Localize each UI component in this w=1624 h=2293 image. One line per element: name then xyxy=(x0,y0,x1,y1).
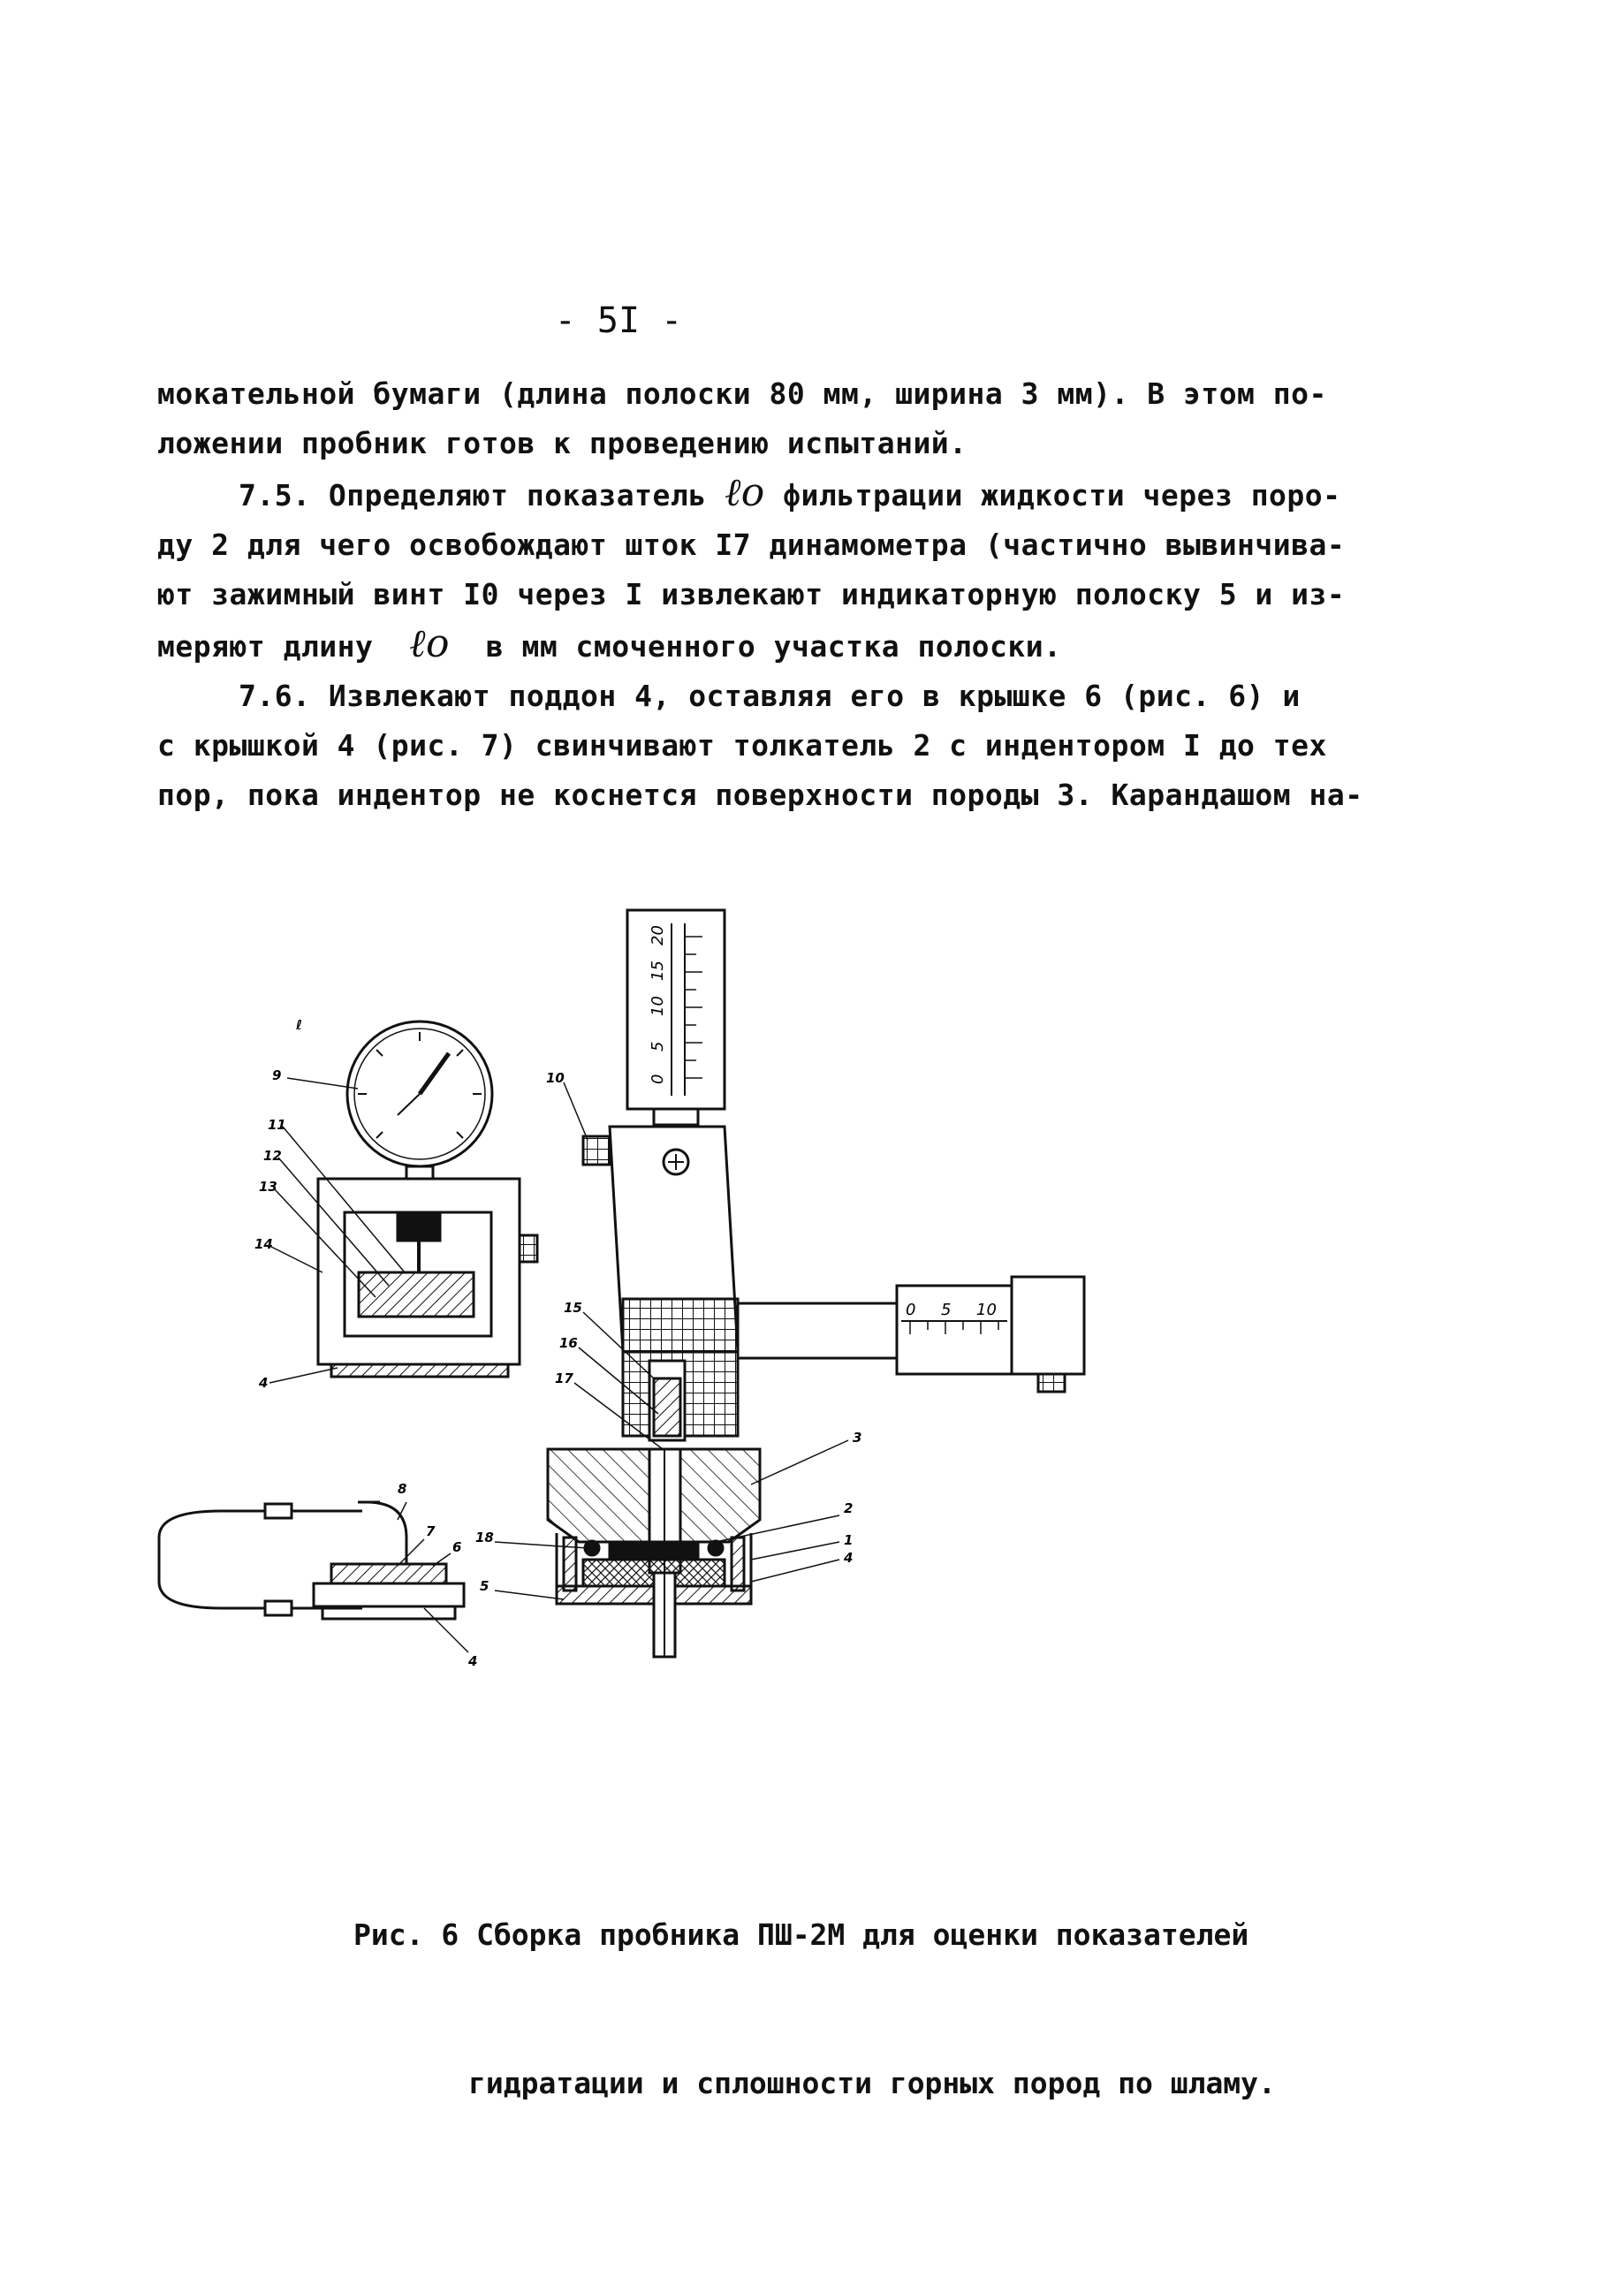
body-text xyxy=(157,369,1363,820)
label-11: 11 xyxy=(268,1117,286,1133)
vscale-tick: 20 xyxy=(649,925,667,945)
text-line: ду 2 для чего освобождают шток I7 динамометра (частично вывинчива- xyxy=(157,528,1346,562)
corner-mark: ℓ xyxy=(296,1017,303,1033)
text-line: мокательной бумаги (длина полоски 80 мм, ширина 3 мм). В этом по- xyxy=(157,376,1327,411)
text-line: 7.5. Определяют показатель ℓo фильтрации жидкости через поро- xyxy=(239,470,1341,515)
text-line: с крышкой 4 (рис. 7) свинчивают толкатель 2 с индентором I до тех xyxy=(157,728,1327,763)
technical-drawing xyxy=(141,884,1184,1714)
text-line: пор, пока индентор не коснется поверхности породы 3. Карандашом на- xyxy=(157,778,1363,812)
hscale-tick: 10 xyxy=(976,1301,997,1319)
label-8: 8 xyxy=(398,1481,407,1497)
label-16: 16 xyxy=(559,1335,578,1351)
vscale-tick: 10 xyxy=(649,996,667,1016)
lid-assembly xyxy=(159,1502,464,1619)
label-4: 4 xyxy=(259,1375,269,1391)
vscale-tick: 0 xyxy=(649,1074,667,1084)
handwritten-symbol: ℓo xyxy=(724,470,765,515)
label-2: 2 xyxy=(844,1500,854,1516)
label-9: 9 xyxy=(272,1067,282,1083)
caption-line: Рис. 6 Сборка пробника ПШ-2М для оценки показателей xyxy=(353,1917,1249,1952)
label-3: 3 xyxy=(853,1430,862,1446)
apparatus-drawing xyxy=(141,884,1184,1714)
label-14: 14 xyxy=(254,1236,273,1252)
text-line: 7.6. Извлекают поддон 4, оставляя его в крышке 6 (рис. 6) и xyxy=(239,679,1301,713)
dynamometer-assembly xyxy=(548,910,1084,1657)
vscale-tick: 5 xyxy=(649,1041,667,1052)
pressure-gauge-assembly xyxy=(318,1021,537,1377)
label-18: 18 xyxy=(475,1530,494,1545)
text-line: ют зажимный винт I0 через I извлекают индикаторную полоску 5 и из- xyxy=(157,577,1346,611)
hscale-tick: 0 xyxy=(906,1301,916,1319)
label-10: 10 xyxy=(546,1070,565,1086)
caption-line: гидратации и сплошности горных пород по шламу. xyxy=(468,2066,1276,2100)
hscale-tick: 5 xyxy=(941,1301,952,1319)
label-7: 7 xyxy=(426,1523,436,1539)
label-13: 13 xyxy=(259,1179,277,1195)
label-6: 6 xyxy=(452,1539,462,1555)
label-1: 1 xyxy=(844,1532,854,1548)
page-number: - 5I - xyxy=(554,300,683,341)
handwritten-symbol: ℓo xyxy=(409,621,450,666)
figure-caption xyxy=(353,1811,1276,2158)
label-15: 15 xyxy=(564,1300,582,1316)
label-4: 4 xyxy=(468,1653,478,1669)
label-12: 12 xyxy=(263,1148,282,1164)
text-line: меряют длину ℓo в мм смоченного участка полоски. xyxy=(157,621,1062,666)
text-line: ложении пробник готов к проведению испытаний. xyxy=(157,426,968,460)
label-4: 4 xyxy=(844,1550,854,1566)
label-5: 5 xyxy=(480,1578,489,1594)
vscale-tick: 15 xyxy=(649,960,667,981)
label-17: 17 xyxy=(555,1370,573,1386)
